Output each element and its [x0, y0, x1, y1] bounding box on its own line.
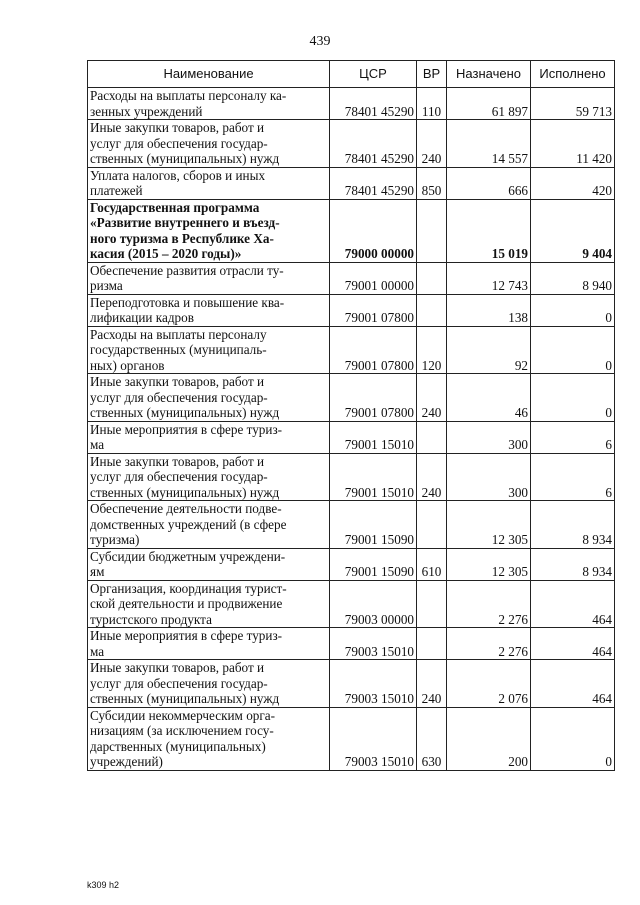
row-name-line: дарственных (муниципальных) [90, 738, 266, 754]
row-csr: 79001 07800 [330, 374, 417, 422]
row-name [88, 374, 330, 422]
row-name-line: Субсидии некоммерческим орга- [90, 707, 276, 723]
table-row [88, 628, 615, 660]
row-csr: 79001 07800 [330, 326, 417, 374]
table-row [88, 453, 615, 501]
row-csr: 79001 15010 [330, 453, 417, 501]
row-name-line: государственных (муниципаль- [90, 342, 267, 357]
row-name-line: Расходы на выплаты персоналу ка- [90, 88, 287, 103]
row-executed: 6 [531, 453, 615, 501]
row-name-line: услуг для обеспечения государ- [90, 389, 268, 405]
row-executed: 464 [531, 580, 615, 628]
row-assigned: 46 [447, 374, 531, 422]
row-assigned: 2 276 [447, 580, 531, 628]
row-name-line: Организация, координация турист- [90, 580, 287, 596]
row-executed: 8 934 [531, 548, 615, 580]
row-executed: 0 [531, 294, 615, 326]
row-vr: 110 [417, 88, 447, 120]
row-name [88, 326, 330, 374]
row-assigned: 138 [447, 294, 531, 326]
row-name-line: туризма) [90, 532, 140, 547]
row-name-line: ственных (муниципальных) нужд [90, 405, 280, 420]
row-name [88, 88, 330, 120]
row-name-line: услуг для обеспечения государ- [90, 675, 268, 691]
row-name-line: Иные закупки товаров, работ и [90, 660, 265, 675]
row-assigned: 666 [447, 167, 531, 199]
row-assigned: 12 305 [447, 548, 531, 580]
row-name-line: Расходы на выплаты персоналу [90, 326, 267, 342]
row-name-line: Уплата налогов, сборов и иных [90, 167, 266, 183]
table-row [88, 199, 615, 262]
table-header-row [88, 61, 615, 88]
table-row [88, 262, 615, 294]
row-vr: 610 [417, 548, 447, 580]
row-csr: 79001 15090 [330, 501, 417, 549]
row-name [88, 548, 330, 580]
row-name-line: ственных (муниципальных) нужд [90, 691, 280, 706]
row-name [88, 294, 330, 326]
row-name-line: платежей [90, 183, 143, 198]
row-vr [417, 199, 447, 262]
page-number: 439 [309, 34, 331, 49]
header-vr: ВР [417, 61, 447, 88]
row-executed: 6 [531, 421, 615, 453]
row-name-line: Переподготовка и повышение ква- [90, 294, 285, 310]
row-name-line: услуг для обеспечения государ- [90, 135, 268, 151]
row-csr: 79001 00000 [330, 262, 417, 294]
row-name [88, 421, 330, 453]
row-assigned: 15 019 [447, 199, 531, 262]
row-assigned: 12 305 [447, 501, 531, 549]
row-vr [417, 628, 447, 660]
row-csr: 79003 15010 [330, 707, 417, 770]
footer-code: k309 h2 [87, 880, 120, 890]
row-name-line: касия (2015 – 2020 годы)» [90, 246, 242, 261]
row-executed: 0 [531, 707, 615, 770]
row-name-line: «Развитие внутреннего и въезд- [90, 215, 280, 230]
row-executed: 59 713 [531, 88, 615, 120]
row-name-line: зенных учреждений [90, 103, 203, 119]
row-name-line: Обеспечение развития отрасли ту- [90, 262, 284, 278]
row-name-line: ственных (муниципальных) нужд [90, 484, 280, 500]
row-executed: 0 [531, 374, 615, 422]
budget-table [87, 60, 615, 771]
row-name-line: Субсидии бюджетным учреждени- [90, 548, 286, 564]
row-name-line: ской деятельности и продвижение [90, 596, 283, 611]
table-row [88, 294, 615, 326]
table-row [88, 167, 615, 199]
row-name-line: ного туризма в Республике Ха- [90, 230, 274, 246]
row-executed: 464 [531, 628, 615, 660]
header-executed: Исполнено [531, 61, 615, 88]
row-name-line: Иные мероприятия в сфере туриз- [90, 628, 283, 643]
row-assigned: 14 557 [447, 120, 531, 168]
row-executed: 0 [531, 326, 615, 374]
row-name-line: ма [90, 437, 105, 452]
table-row [88, 501, 615, 549]
row-name-line: услуг для обеспечения государ- [90, 469, 268, 484]
row-vr: 240 [417, 120, 447, 168]
row-assigned: 61 897 [447, 88, 531, 120]
table-row [88, 707, 615, 770]
table-row [88, 120, 615, 168]
row-name-line: домственных учреждений (в сфере [90, 516, 287, 532]
row-assigned: 92 [447, 326, 531, 374]
row-csr: 78401 45290 [330, 88, 417, 120]
table-row [88, 660, 615, 708]
table-row [88, 548, 615, 580]
row-name-line: ризма [90, 278, 123, 293]
table-row [88, 580, 615, 628]
row-vr: 630 [417, 707, 447, 770]
row-csr: 79000 00000 [330, 199, 417, 262]
row-name [88, 580, 330, 628]
row-name [88, 660, 330, 708]
header-assigned: Назначено [447, 61, 531, 88]
row-name-line: ственных (муниципальных) нужд [90, 151, 280, 166]
row-name [88, 628, 330, 660]
row-name-line: Государственная программа [90, 199, 260, 215]
row-csr: 78401 45290 [330, 167, 417, 199]
row-vr [417, 294, 447, 326]
row-name [88, 453, 330, 501]
row-assigned: 300 [447, 421, 531, 453]
row-csr: 79001 15010 [330, 421, 417, 453]
row-csr: 79001 07800 [330, 294, 417, 326]
row-name-line: низациям (за исключением госу- [90, 723, 274, 738]
row-name-line: лификации кадров [90, 310, 194, 325]
row-vr: 240 [417, 374, 447, 422]
row-vr [417, 580, 447, 628]
row-name [88, 120, 330, 168]
row-name-line: ма [90, 643, 105, 659]
row-assigned: 12 743 [447, 262, 531, 294]
row-csr: 78401 45290 [330, 120, 417, 168]
table-row [88, 326, 615, 374]
table-row [88, 421, 615, 453]
row-name-line: ям [90, 564, 105, 579]
row-csr: 79001 15090 [330, 548, 417, 580]
row-vr: 240 [417, 453, 447, 501]
row-vr: 240 [417, 660, 447, 708]
row-name-line: Иные закупки товаров, работ и [90, 374, 265, 389]
row-name [88, 167, 330, 199]
row-assigned: 2 076 [447, 660, 531, 708]
row-executed: 9 404 [531, 199, 615, 262]
row-name-line: туристского продукта [90, 611, 212, 627]
table-row [88, 88, 615, 120]
row-assigned: 2 276 [447, 628, 531, 660]
row-executed: 8 940 [531, 262, 615, 294]
table-row [88, 374, 615, 422]
row-csr: 79003 15010 [330, 660, 417, 708]
row-executed: 11 420 [531, 120, 615, 168]
row-executed: 464 [531, 660, 615, 708]
row-vr [417, 501, 447, 549]
header-csr: ЦСР [330, 61, 417, 88]
row-assigned: 200 [447, 707, 531, 770]
row-name [88, 501, 330, 549]
row-name-line: Иные закупки товаров, работ и [90, 453, 265, 469]
row-vr: 120 [417, 326, 447, 374]
row-vr [417, 262, 447, 294]
row-executed: 420 [531, 167, 615, 199]
row-name [88, 262, 330, 294]
row-csr: 79003 00000 [330, 580, 417, 628]
row-name-line: Обеспечение деятельности подве- [90, 501, 282, 516]
row-name-line: Иные закупки товаров, работ и [90, 120, 265, 135]
table-body [88, 88, 615, 771]
row-executed: 8 934 [531, 501, 615, 549]
row-name [88, 707, 330, 770]
header-name: Наименование [88, 61, 330, 88]
row-name [88, 199, 330, 262]
row-name-line: ных) органов [90, 357, 165, 373]
row-vr: 850 [417, 167, 447, 199]
row-name-line: Иные мероприятия в сфере туриз- [90, 421, 283, 437]
row-name-line: учреждений) [90, 754, 163, 769]
row-vr [417, 421, 447, 453]
row-csr: 79003 15010 [330, 628, 417, 660]
row-assigned: 300 [447, 453, 531, 501]
